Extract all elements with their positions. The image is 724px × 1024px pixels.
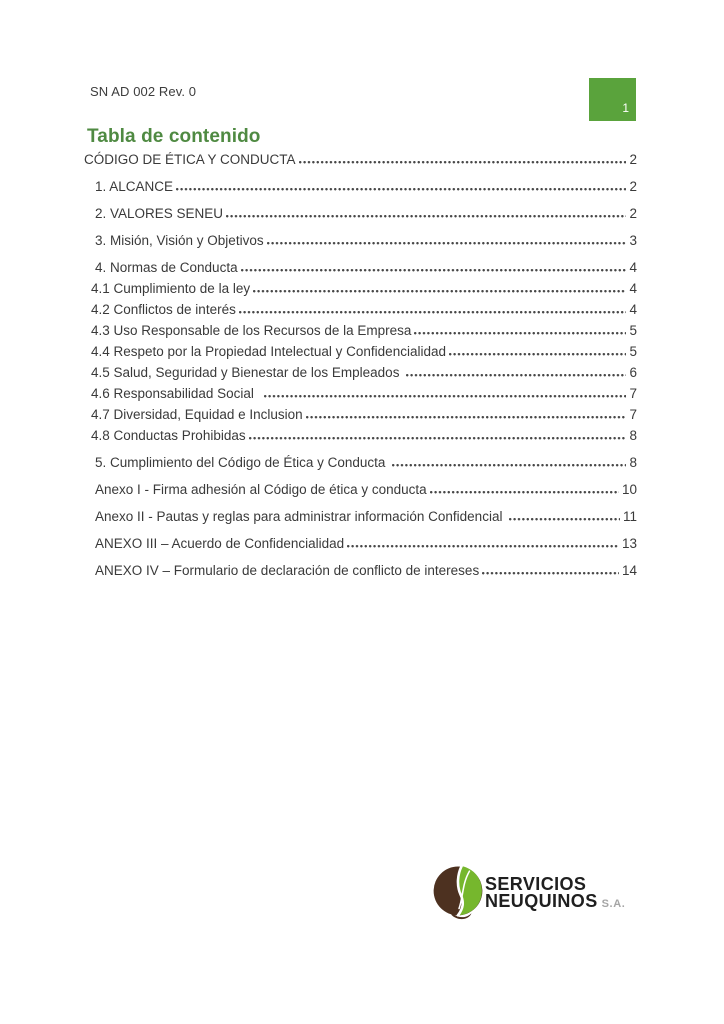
toc-entry-label: 4.8 Conductas Prohibidas xyxy=(91,428,246,443)
toc-entry-label: 4.1 Cumplimiento de la ley xyxy=(91,281,251,296)
toc-entry[interactable] xyxy=(84,508,637,526)
toc-entry-page: 7 xyxy=(629,386,637,401)
toc-entry[interactable] xyxy=(84,481,637,499)
toc-entry[interactable] xyxy=(84,535,637,553)
toc-leader-dots xyxy=(253,289,626,293)
toc-entry-page: 4 xyxy=(629,281,637,296)
toc-entry[interactable] xyxy=(84,259,637,277)
toc-entry-label: 2. VALORES SENEU xyxy=(95,206,224,221)
toc-entry[interactable] xyxy=(84,205,637,223)
toc-entry[interactable] xyxy=(84,322,637,340)
toc-entry[interactable] xyxy=(84,151,637,169)
toc-entry-page: 4 xyxy=(629,302,637,317)
toc-entry-label: 4.7 Diversidad, Equidad e Inclusion xyxy=(91,407,303,422)
toc-leader-dots xyxy=(414,331,626,335)
toc-leader-dots xyxy=(299,160,627,164)
toc-entry-page: 2 xyxy=(629,179,637,194)
toc-entry-page: 4 xyxy=(629,260,637,275)
toc-entry[interactable] xyxy=(84,454,637,472)
toc-entry-page: 5 xyxy=(629,344,637,359)
toc-entry-label: 5. Cumplimiento del Código de Ética y Conducta xyxy=(95,455,390,470)
toc-entry-page: 8 xyxy=(629,428,637,443)
company-logo xyxy=(432,863,642,925)
toc-leader-dots xyxy=(241,268,627,272)
seed-leaf-logo-icon xyxy=(432,865,484,921)
toc-leader-dots xyxy=(176,187,626,191)
toc-entry[interactable] xyxy=(84,178,637,196)
toc-entry[interactable] xyxy=(84,343,637,361)
toc-entry-page: 13 xyxy=(621,536,637,551)
toc-entry[interactable] xyxy=(84,427,637,445)
toc-leader-dots xyxy=(226,214,626,218)
toc-entry-page: 3 xyxy=(629,233,637,248)
page-number-badge xyxy=(589,78,636,121)
toc-entry-page: 5 xyxy=(629,323,637,338)
toc-entry[interactable] xyxy=(84,301,637,319)
toc-entry[interactable] xyxy=(84,562,637,580)
toc-entry[interactable] xyxy=(84,385,637,403)
toc-entry-label: ANEXO III – Acuerdo de Confidencialidad xyxy=(95,536,345,551)
toc-leader-dots xyxy=(306,415,627,419)
toc-entry[interactable] xyxy=(84,406,637,424)
toc-entry-label: 4.3 Uso Responsable de los Recursos de la Empresa xyxy=(91,323,412,338)
toc-entry-page: 11 xyxy=(622,509,637,524)
logo-suffix: S.A. xyxy=(601,898,626,910)
toc-leader-dots xyxy=(267,241,627,245)
toc-entry-label: Anexo II - Pautas y reglas para administrar información Confidencial xyxy=(95,509,507,524)
toc-entry[interactable] xyxy=(84,364,637,382)
toc-entry-page: 2 xyxy=(629,206,637,221)
toc-entry-page: 7 xyxy=(629,407,637,422)
toc-leader-dots xyxy=(430,490,619,494)
toc-entry-label: 4.5 Salud, Seguridad y Bienestar de los Empleados xyxy=(91,365,404,380)
toc-entry-page: 10 xyxy=(621,482,637,497)
toc-leader-dots xyxy=(239,310,627,314)
toc-heading: Tabla de contenido xyxy=(87,126,261,147)
toc-entry-page: 14 xyxy=(621,563,637,578)
logo-text xyxy=(485,876,625,910)
toc-entry-label: 4.2 Conflictos de interés xyxy=(91,302,236,317)
page-number: 1 xyxy=(622,101,629,115)
toc-list xyxy=(84,151,637,580)
logo-line1: SERVICIOS xyxy=(485,874,587,894)
toc-entry-page: 8 xyxy=(629,455,637,470)
toc-leader-dots xyxy=(347,544,619,548)
toc-entry-label: CÓDIGO DE ÉTICA Y CONDUCTA xyxy=(84,152,296,167)
toc-entry-label: 4. Normas de Conducta xyxy=(95,260,238,275)
toc-entry[interactable] xyxy=(84,280,637,298)
logo-line2: NEUQUINOS xyxy=(485,891,598,911)
toc-leader-dots xyxy=(449,352,627,356)
toc-entry-label: ANEXO IV – Formulario de declaración de conflicto de intereses xyxy=(95,563,480,578)
toc-leader-dots xyxy=(406,373,626,377)
toc-entry-page: 6 xyxy=(629,365,637,380)
toc-entry-page: 2 xyxy=(629,152,637,167)
toc-entry-label: Anexo I - Firma adhesión al Código de ética y conducta xyxy=(95,482,427,497)
toc-entry-label: 4.4 Respeto por la Propiedad Intelectual y Confidencialidad xyxy=(91,344,446,359)
toc-leader-dots xyxy=(482,571,619,575)
toc-entry-label: 1. ALCANCE xyxy=(95,179,174,194)
toc-entry-label: 4.6 Responsabilidad Social xyxy=(91,386,262,401)
toc-leader-dots xyxy=(264,394,626,398)
toc-leader-dots xyxy=(392,463,626,467)
doc-code: SN AD 002 Rev. 0 xyxy=(90,84,197,99)
toc-leader-dots xyxy=(249,436,627,440)
toc-entry[interactable] xyxy=(84,232,637,250)
toc-leader-dots xyxy=(509,517,620,521)
toc-entry-label: 3. Misión, Visión y Objetivos xyxy=(95,233,264,248)
